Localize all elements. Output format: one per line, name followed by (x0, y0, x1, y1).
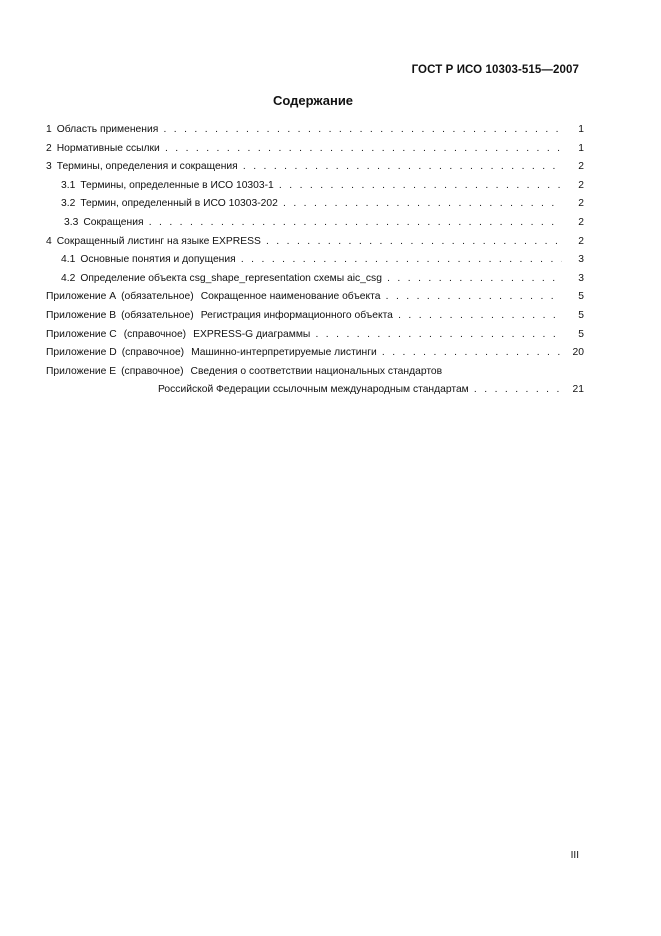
toc-entry-text: Машинно-интерпретируемые листинги (191, 347, 377, 359)
toc-entry-page: 21 (569, 381, 584, 400)
toc-entry-page: 1 (574, 140, 584, 159)
toc-entry-text-continued: Российской Федерации ссылочным международным стандартам (158, 384, 469, 396)
toc-entry-text: Сокращения (83, 216, 144, 228)
toc-entry[interactable] (46, 195, 584, 214)
toc-entry-page: 5 (574, 307, 584, 326)
toc-entry-number: Приложение С (46, 328, 117, 340)
toc-entry-number: 1 (46, 124, 52, 135)
page-number: III (570, 850, 579, 861)
toc-entry-page: 3 (574, 270, 584, 289)
toc-entry[interactable] (46, 140, 584, 159)
toc-entry-page: 20 (569, 344, 584, 363)
table-of-contents (46, 121, 584, 400)
toc-entry-number: 4 (46, 235, 52, 247)
toc-entry[interactable] (46, 326, 584, 345)
toc-entry[interactable] (46, 214, 584, 233)
toc-entry[interactable] (46, 363, 584, 382)
toc-entry[interactable] (46, 121, 584, 140)
toc-entry-page: 2 (574, 195, 584, 214)
toc-entry-kind: (справочное) (121, 365, 184, 377)
toc-entry-number: 3.2 (61, 198, 76, 210)
toc-entry-number: 2 (46, 142, 52, 154)
toc-entry-number: Приложение А (46, 291, 117, 303)
toc-entry-continuation[interactable] (46, 381, 584, 400)
toc-entry-number: 3.3 (64, 216, 79, 228)
toc-entry[interactable] (46, 177, 584, 196)
toc-entry-page: 3 (574, 251, 584, 270)
toc-entry[interactable] (46, 251, 584, 270)
toc-entry-text: Определение объекта csg_shape_representation схемы aic_csg (80, 272, 382, 284)
toc-entry-kind: (обязательное) (121, 309, 194, 321)
toc-entry[interactable] (46, 307, 584, 326)
toc-entry-text: Сведения о соответствии национальных стандартов (190, 365, 443, 377)
toc-entry-text: Регистрация информационного объекта (200, 309, 393, 321)
toc-title: Содержание (272, 93, 354, 108)
toc-entry-page: 5 (574, 288, 584, 307)
toc-entry-page: 5 (574, 326, 584, 345)
toc-entry-page: 2 (574, 158, 584, 177)
toc-entry-number: Приложение В (46, 309, 117, 321)
toc-entry[interactable] (46, 270, 584, 289)
toc-entry-kind: (обязательное) (121, 291, 194, 303)
toc-entry-kind: (справочное) (121, 347, 185, 359)
toc-entry-number: 3.1 (61, 179, 76, 191)
toc-entry-number: Приложение Е (46, 365, 117, 377)
toc-entry-text: Сокращенный листинг на языке EXPRESS (56, 235, 261, 247)
toc-entry-text: Основные понятия и допущения (80, 254, 236, 266)
toc-entry-number: 4.2 (61, 272, 76, 284)
toc-entry-text: Нормативные ссылки (56, 142, 160, 154)
toc-entry-page: 2 (574, 177, 584, 196)
toc-entry-text: Область применения (56, 124, 159, 135)
toc-entry-page: 2 (574, 233, 584, 252)
toc-entry-page: 1 (574, 121, 584, 140)
toc-entry-text: Сокращенное наименование объекта (200, 291, 381, 303)
toc-entry-number: Приложение D (46, 347, 117, 359)
toc-entry[interactable] (46, 288, 584, 307)
toc-entry-number: 3 (46, 161, 52, 173)
toc-entry[interactable] (46, 158, 584, 177)
toc-entry-text: Термины, определения и сокращения (56, 161, 238, 173)
toc-entry-number: 4.1 (61, 254, 76, 266)
document-code: ГОСТ Р ИСО 10303-515—2007 (411, 64, 579, 76)
toc-entry-text: EXPRESS-G диаграммы (193, 328, 311, 340)
toc-entry-kind: (справочное) (123, 328, 187, 340)
toc-entry-page: 2 (574, 214, 584, 233)
toc-entry[interactable] (46, 344, 584, 363)
toc-entry-text: Термин, определенный в ИСО 10303-202 (80, 198, 278, 210)
toc-entry-text: Термины, определенные в ИСО 10303-1 (80, 179, 274, 191)
toc-entry[interactable] (46, 233, 584, 252)
